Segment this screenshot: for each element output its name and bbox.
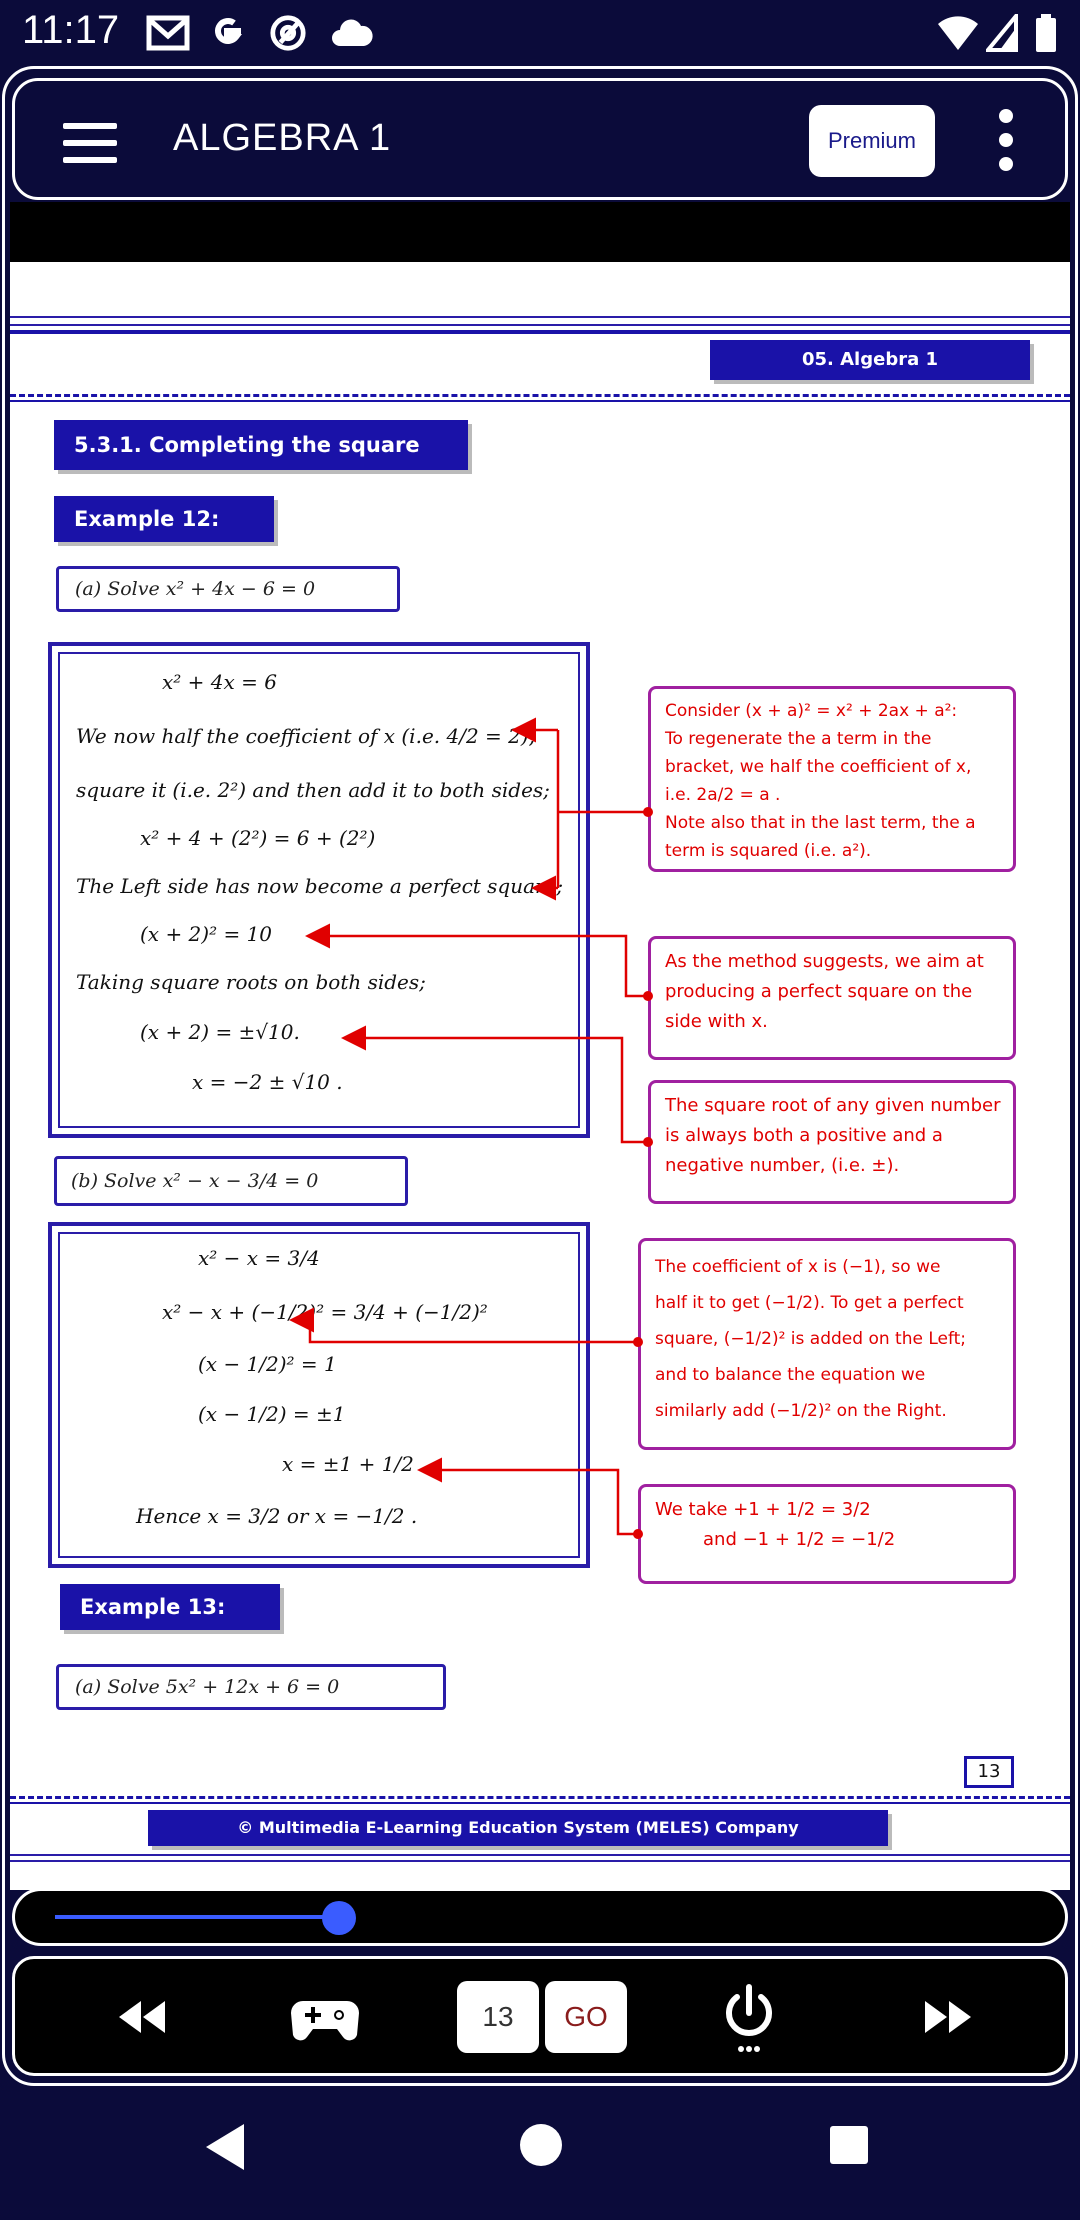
back-icon[interactable] — [200, 2122, 250, 2172]
fast-forward-icon[interactable] — [919, 1979, 979, 2055]
work-a-line-1: x² + 4x = 6 — [162, 670, 277, 694]
gmail-icon — [146, 14, 190, 52]
chapter-label: 05. Algebra 1 — [710, 340, 1030, 380]
signal-icon — [986, 14, 1018, 52]
document-page[interactable] — [10, 262, 1070, 1890]
page-number: 13 — [964, 1756, 1014, 1788]
note-square-root: The square root of any given number is always both a positive and a negative number, (i.e. ±). — [648, 1080, 1016, 1204]
work-a-line-7: Taking square roots on both sides; — [76, 970, 426, 994]
work-a-line-5: The Left side has now become a perfect square; — [76, 874, 564, 898]
app-title: ALGEBRA 1 — [173, 117, 392, 159]
app-bar — [12, 78, 1068, 200]
rewind-icon[interactable] — [111, 1979, 171, 2055]
more-options-icon[interactable] — [991, 109, 1021, 177]
go-button[interactable]: GO — [545, 1981, 627, 2053]
work-a-line-4: x² + 4 + (2²) = 6 + (2²) — [140, 826, 376, 850]
control-bar — [12, 1956, 1068, 2076]
system-nav-bar — [0, 2090, 1080, 2220]
work-a-line-2: We now half the coefficient of x (i.e. 4/2 = 2), — [76, 724, 536, 748]
battery-icon — [1034, 14, 1058, 52]
work-b-line-6: Hence x = 3/2 or x = −1/2 . — [136, 1504, 418, 1528]
cloud-icon — [330, 14, 374, 52]
wifi-icon — [936, 14, 980, 52]
slider-track[interactable] — [55, 1915, 339, 1919]
work-a-line-9: x = −2 ± √10 . — [192, 1070, 343, 1094]
gamepad-icon[interactable] — [287, 1979, 363, 2055]
slider-thumb[interactable] — [322, 1901, 356, 1935]
work-b-line-4: (x − 1/2) = ±1 — [198, 1402, 346, 1426]
footer-copyright: © Multimedia E-Learning Education System (MELES) Company — [148, 1810, 888, 1846]
example-13-label: Example 13: — [60, 1584, 280, 1630]
page-slider[interactable] — [12, 1888, 1068, 1946]
at-sign-icon — [268, 14, 308, 52]
google-icon — [208, 14, 246, 52]
status-time: 11:17 — [22, 8, 120, 52]
work-b-line-5: x = ±1 + 1/2 . — [282, 1452, 427, 1476]
recents-icon[interactable] — [828, 2124, 870, 2166]
note-we-take: We take +1 + 1/2 = 3/2 and −1 + 1/2 = −1/2 — [638, 1484, 1016, 1584]
work-a-line-6: (x + 2)² = 10 — [140, 922, 273, 946]
work-b-line-3: (x − 1/2)² = 1 — [198, 1352, 337, 1376]
annotation-arrows — [10, 262, 1070, 1890]
page-number-input[interactable] — [457, 1981, 539, 2053]
note-coefficient-b: The coefficient of x is (−1), so we half it to get (−1/2). To get a perfect square, (−1/2)² is added on the Left; and to balance the equation we similarly add (−1/2)² on the Right. — [638, 1238, 1016, 1450]
problem-13a: (a) Solve 5x² + 12x + 6 = 0 — [56, 1664, 446, 1710]
note-method: As the method suggests, we aim at producing a perfect square on the side with x. — [648, 936, 1016, 1060]
power-icon[interactable] — [719, 1979, 779, 2055]
home-icon[interactable] — [518, 2122, 564, 2168]
premium-button[interactable]: Premium — [809, 105, 935, 177]
work-b-line-1: x² − x = 3/4 — [198, 1246, 320, 1270]
work-b-line-2: x² − x + (−1/2)² = 3/4 + (−1/2)² — [162, 1300, 488, 1324]
section-title: 5.3.1. Completing the square — [54, 420, 468, 470]
example-12-label: Example 12: — [54, 496, 274, 542]
page-top-strip — [10, 202, 1070, 262]
hamburger-menu-icon[interactable] — [63, 123, 117, 163]
work-a-line-3: square it (i.e. 2²) and then add it to both sides; — [76, 778, 550, 802]
work-a-line-8: (x + 2) = ±√10. — [140, 1020, 300, 1044]
status-bar — [0, 0, 1080, 64]
note-consider-expansion: Consider (x + a)² = x² + 2ax + a²: To regenerate the a term in the bracket, we half the coefficient of x, i.e. 2a/2 = a . Note also that in the last term, the a term is squared (i.e. a²). — [648, 686, 1016, 872]
problem-a: (a) Solve x² + 4x − 6 = 0 — [56, 566, 400, 612]
problem-b: (b) Solve x² − x − 3/4 = 0 — [54, 1156, 408, 1206]
